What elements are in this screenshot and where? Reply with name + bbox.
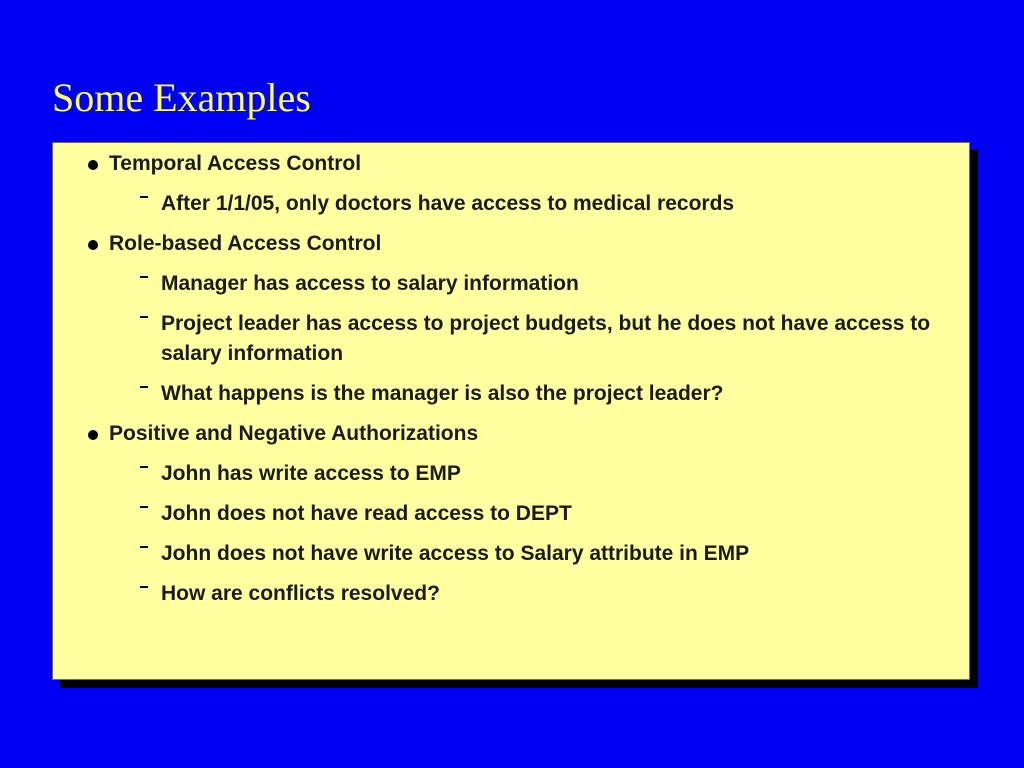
sub-item-text: How are conflicts resolved? bbox=[161, 582, 440, 605]
slide-title: Some Examples bbox=[52, 75, 311, 120]
bullet-dot-icon bbox=[88, 160, 98, 170]
dash-icon bbox=[140, 506, 148, 508]
sub-item bbox=[109, 579, 969, 609]
dash-icon bbox=[140, 466, 148, 468]
sub-item bbox=[109, 269, 969, 299]
sub-item-text: John does not have write access to Salary attribute in EMP bbox=[161, 542, 750, 565]
dash-icon bbox=[140, 276, 148, 278]
sub-item bbox=[109, 499, 969, 529]
bullet-item bbox=[53, 149, 969, 219]
dash-icon bbox=[140, 586, 148, 588]
bullet-dot-icon bbox=[88, 430, 98, 440]
sub-item-text: What happens is the manager is also the project leader? bbox=[161, 382, 724, 405]
sub-item bbox=[109, 189, 969, 219]
sub-list bbox=[109, 269, 969, 409]
bullet-dot-icon bbox=[88, 240, 98, 250]
sub-list bbox=[109, 189, 969, 219]
bullet-item bbox=[53, 229, 969, 409]
dash-icon bbox=[140, 386, 148, 388]
sub-item bbox=[109, 379, 969, 409]
content-box bbox=[52, 142, 970, 680]
bullet-list bbox=[53, 149, 969, 609]
dash-icon bbox=[140, 546, 148, 548]
dash-icon bbox=[140, 316, 148, 318]
sub-list bbox=[109, 459, 969, 609]
dash-icon bbox=[140, 196, 148, 198]
sub-item bbox=[109, 539, 969, 569]
sub-item-text: Project leader has access to project budgets, but he does not have access to salary information bbox=[161, 312, 931, 365]
sub-item bbox=[109, 309, 969, 369]
bullet-text: Positive and Negative Authorizations bbox=[109, 422, 479, 445]
sub-item-text: John has write access to EMP bbox=[161, 462, 461, 485]
bullet-item bbox=[53, 419, 969, 609]
bullet-text: Temporal Access Control bbox=[109, 152, 362, 175]
sub-item bbox=[109, 459, 969, 489]
bullet-text: Role-based Access Control bbox=[109, 232, 382, 255]
sub-item-text: After 1/1/05, only doctors have access to medical records bbox=[161, 192, 735, 215]
sub-item-text: John does not have read access to DEPT bbox=[161, 502, 572, 525]
sub-item-text: Manager has access to salary information bbox=[161, 272, 579, 295]
